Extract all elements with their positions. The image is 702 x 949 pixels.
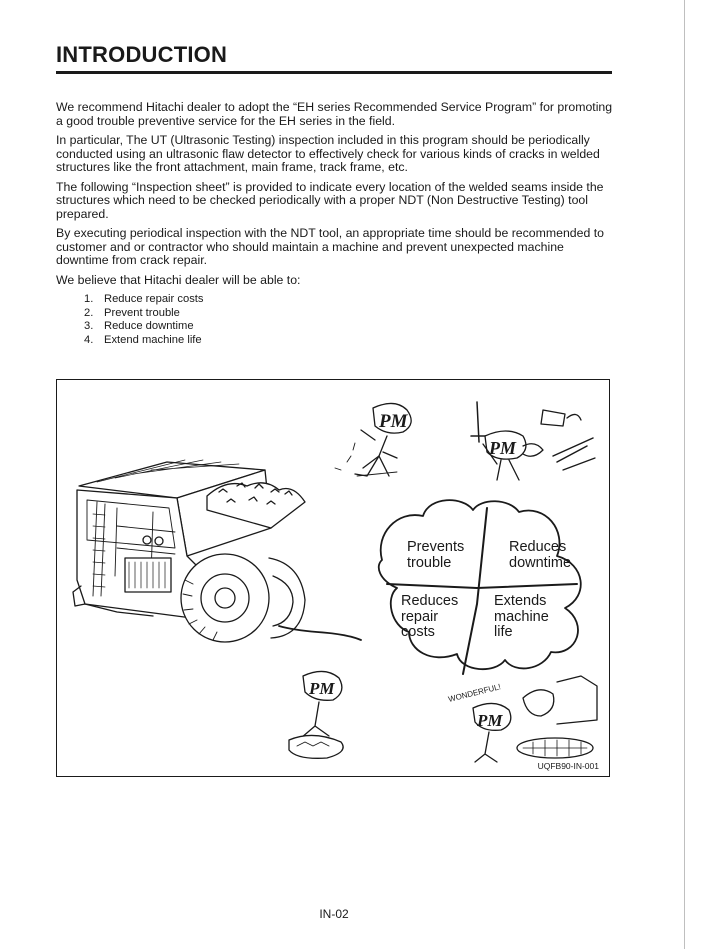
list-number: 2. — [84, 306, 94, 319]
list-text: Prevent trouble — [104, 306, 180, 319]
benefit-list — [56, 293, 616, 347]
intro-paragraph: In particular, The UT (Ultrasonic Testing) inspection included in this program should be periodically conducted using an ultrasonic flaw detector to effectively check for various kinds of cracks in welded structures like the front attachment, main frame, track frame, etc. — [56, 133, 600, 174]
cartoon-letters: PM — [489, 438, 516, 458]
list-number: 3. — [84, 320, 94, 333]
page-number: IN-02 — [319, 907, 349, 921]
list-text: Extend machine life — [104, 333, 202, 346]
cartoon-letters: PM — [379, 411, 408, 432]
figure-code: UQFB90-IN-001 — [537, 761, 599, 771]
page-edge-line — [684, 0, 685, 949]
illustration-drawing — [57, 380, 609, 776]
cartoon-letters: PM — [477, 711, 503, 730]
cartoon-wonderful-character — [447, 676, 597, 762]
list-text: Reduce repair costs — [104, 293, 204, 305]
title-underline — [56, 71, 612, 74]
benefit-reduces-downtime: Reduces downtime — [509, 539, 572, 571]
list-number: 1. — [84, 293, 94, 305]
intro-paragraph: The following “Inspection sheet” is provided to indicate every location of the welded seams inside the structures which need to be checked periodically with a proper NDT (Non Destructive Testing) tool prepared. — [56, 179, 604, 221]
intro-paragraph: We believe that Hitachi dealer will be able to: — [56, 272, 301, 287]
benefit-prevents-trouble: Prevents trouble — [407, 539, 465, 571]
list-number: 4. — [84, 333, 94, 346]
intro-paragraph: We recommend Hitachi dealer to adopt the “EH series Recommended Service Program” for promoting a good trouble preventive service for the EH series in the field. — [56, 100, 613, 128]
list-item — [56, 307, 616, 321]
clover-benefits-diagram — [279, 500, 581, 674]
cartoon-letters: PM — [309, 679, 335, 698]
cartoon-sword-character — [471, 402, 595, 480]
page-title: INTRODUCTION — [56, 42, 228, 67]
cartoon-kicking-character — [335, 403, 411, 476]
list-text: Reduce downtime — [104, 320, 194, 333]
benefit-reduces-repair-costs: Reduces repair costs — [401, 593, 459, 640]
list-item — [56, 334, 616, 348]
intro-body — [56, 101, 616, 347]
exclamation-text: WONDERFUL! — [447, 682, 502, 704]
benefit-extends-machine-life: Extends machine life — [494, 593, 549, 640]
illustration-figure — [56, 379, 610, 777]
intro-paragraph: By executing periodical inspection with the NDT tool, an appropriate time should be recommended to customer and or contractor who should maintain a machine and prevent unexpected machine downtime from crack repair. — [56, 226, 604, 267]
dump-truck-illustration — [73, 460, 305, 642]
list-item — [56, 320, 616, 334]
list-item — [56, 293, 616, 307]
cartoon-repairing-character — [289, 671, 343, 758]
